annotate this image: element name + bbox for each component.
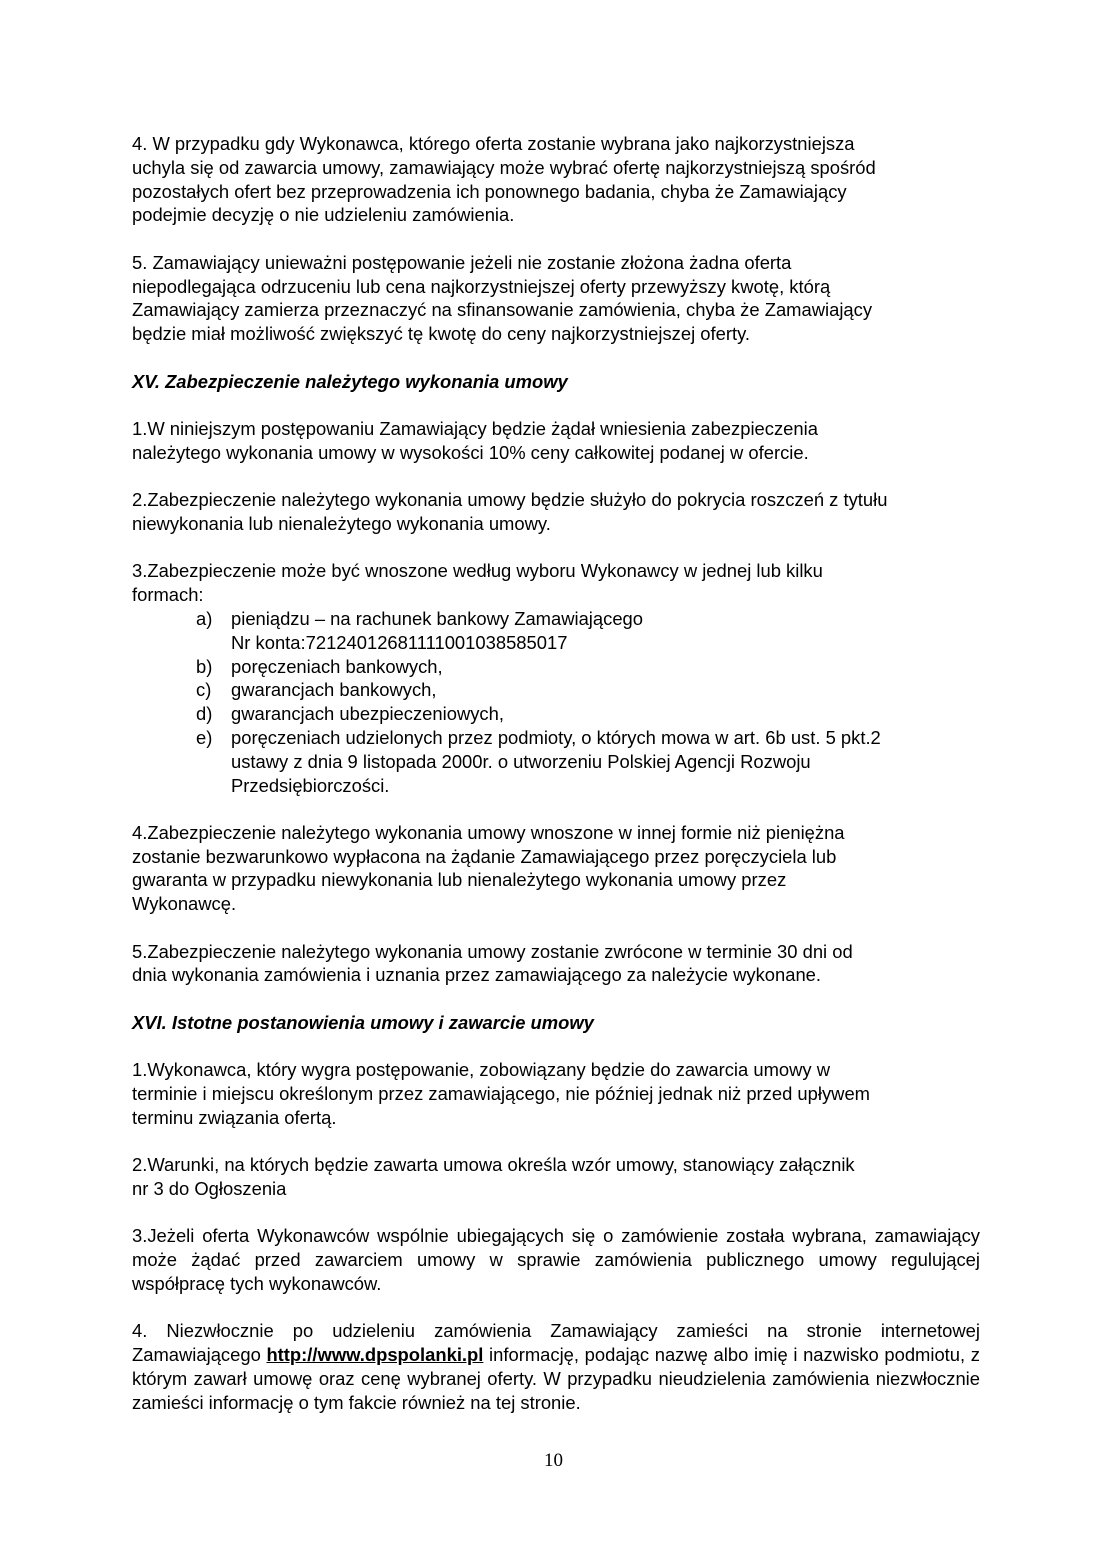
- paragraph-4-text-before-link: 4. Niezwłocznie po udzieleniu zamówienia Zamawiający zamieści na stronie internetowej Zamawiającego: [132, 1320, 980, 1366]
- section-xv-heading: XV. Zabezpieczenie należytego wykonania umowy: [132, 370, 568, 392]
- list-item-text: gwarancjach bankowych,: [231, 679, 437, 701]
- list-marker: d): [196, 703, 213, 725]
- section-xv-paragraph-2: 2.Zabezpieczenie należytego wykonania umowy będzie służyło do pokrycia roszczeń z tytułu niewykonania lub nienależytego wykonania umowy.: [132, 489, 888, 534]
- section-xvi-paragraph-1: 1.Wykonawca, który wygra postępowanie, zobowiązany będzie do zawarcia umowy w terminie i miejscu określonym przez zamawiającego, nie później jednak niż przed upływem terminu związania ofertą.: [132, 1059, 870, 1128]
- section-xvi-paragraph-2: 2.Warunki, na których będzie zawarta umowa określa wzór umowy, stanowiący załącznik nr 3 do Ogłoszenia: [132, 1154, 855, 1200]
- list-marker: e): [196, 726, 213, 748]
- paragraph-5-annulment: 5. Zamawiający unieważni postępowanie jeżeli nie zostanie złożona żadna oferta niepodlegająca odrzuceniu lub cena najkorzystniejszej oferty przewyższy kwotę, którą Zamawiający zamierza przeznaczyć na sfinansowanie zamówienia, chyba że Zamawiający będzie miał możliwość zwiększyć tę kwotę do ceny najkorzystniejszej oferty.: [132, 251, 873, 345]
- paragraph-4-text-after-link: informację, podając nazwę albo imię i nazwisko podmiotu, z którym zawarł umowę oraz cenę wybranej oferty. W przypadku nieudzielenia zamówienia niezwłocznie zamieści informację o tym fakcie również na tej stronie.: [132, 1344, 980, 1413]
- page-number: 10: [544, 1450, 563, 1471]
- list-item: [132, 726, 980, 797]
- section-xv-paragraph-1: 1.W niniejszym postępowaniu Zamawiający będzie żądał wniesienia zabezpieczenia należytego wykonania umowy w wysokości 10% ceny całkowitej podanej w ofercie.: [132, 417, 818, 463]
- section-xvi-paragraph-3: 3.Jeżeli oferta Wykonawców wspólnie ubiegających się o zamówienie została wybrana, zamawiający może żądać przed zawarciem umowy w sprawie zamówienia publicznego umowy regulującej współpracę tych wykonawców.: [132, 1225, 980, 1295]
- list-item-text: pieniądzu – na rachunek bankowy Zamawiającego Nr konta:72124012681111001038585017: [231, 607, 644, 653]
- list-item-text: poręczeniach udzielonych przez podmioty, o których mowa w art. 6b ust. 5 pkt.2 ustawy z dnia 9 listopada 2000r. o utworzeniu Polskiej Agencji Rozwoju Przedsiębiorczości.: [231, 726, 881, 796]
- list-item: [132, 678, 980, 702]
- list-item: [132, 655, 980, 679]
- list-item: [132, 702, 980, 726]
- section-xv-paragraph-4: 4.Zabezpieczenie należytego wykonania umowy wnoszone w innej formie niż pieniężna zostanie bezwarunkowo wypłacona na żądanie Zamawiającego przez poręczyciela lub gwaranta w przypadku niewykonania lub nienależytego wykonania umowy przez Wykonawcę.: [132, 821, 845, 915]
- section-xvi-paragraph-4: [132, 1319, 980, 1414]
- list-item-text: poręczeniach bankowych,: [231, 655, 443, 677]
- list-marker: b): [196, 655, 213, 677]
- document-page: [132, 132, 980, 1438]
- website-link[interactable]: http://www.dpspolanki.pl: [266, 1344, 484, 1366]
- section-xvi-heading: XVI. Istotne postanowienia umowy i zawarcie umowy: [132, 1011, 594, 1033]
- list-marker: c): [196, 679, 212, 701]
- paragraph-4-offer-refusal: 4. W przypadku gdy Wykonawca, którego oferta zostanie wybrana jako najkorzystniejsza uchyla się od zawarcia umowy, zamawiający może wybrać ofertę najkorzystniejszą spośród pozostałych ofert bez przeprowadzenia ich ponownego badania, chyba że Zamawiający podejmie decyzję o nie udzieleniu zamówienia.: [132, 133, 876, 226]
- section-xv-paragraph-5: 5.Zabezpieczenie należytego wykonania umowy zostanie zwrócone w terminie 30 dni od dnia wykonania zamówienia i uznania przez zamawiającego za należycie wykonane.: [132, 940, 853, 986]
- section-xv-paragraph-3-intro: 3.Zabezpieczenie może być wnoszone według wyboru Wykonawcy w jednej lub kilku formach:: [132, 560, 823, 606]
- list-marker: a): [196, 607, 213, 629]
- security-forms-list: [132, 607, 980, 797]
- list-item-text: gwarancjach ubezpieczeniowych,: [231, 703, 504, 725]
- list-item: [132, 607, 980, 655]
